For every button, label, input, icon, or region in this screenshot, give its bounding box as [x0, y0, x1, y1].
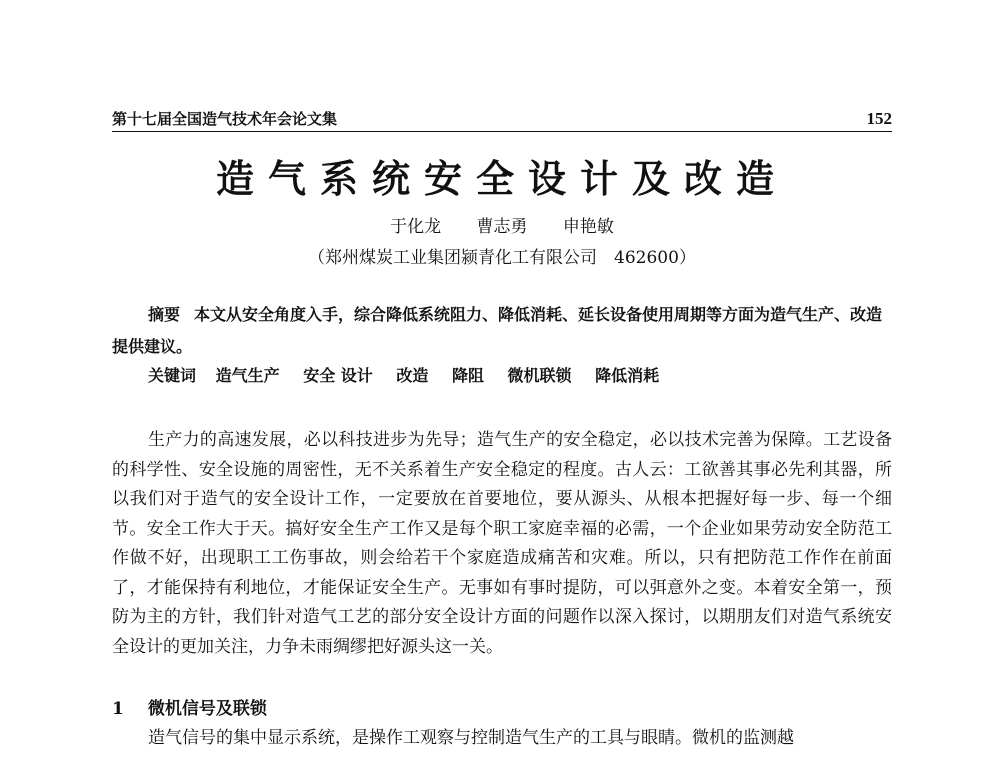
running-header — [112, 108, 892, 129]
keyword: 安全 设计 — [303, 366, 373, 385]
body-paragraph: 生产力的高速发展，必以科技进步为先导；造气生产的安全稳定，必以技术完善为保障。工艺设备的科学性、安全设施的周密性，无不关系着生产安全稳定的程度。古人云：工欲善其事必先利其器，所以我们对于造气的安全设计工作，一定要放在首要地位，要从源头、从根本把握好每一步、每一个细节。安全工作大于天。搞好安全生产工作又是每个职工家庭幸福的必需，一个企业如果劳动安全防范工作做不好，出现职工工伤事故，则会给若干个家庭造成痛苦和灾难。所以，只有把防范工作作在前面了，才能保持有利地位，才能保证安全生产。无事如有事时提防，可以弭意外之变。本着安全第一，预防为主的方针，我们针对造气工艺的部分安全设计方面的问题作以深入探讨，以期朋友们对造气系统安全设计的更加关注，力争未雨绸缪把好源头这一关。 — [112, 430, 892, 657]
keyword: 降低消耗 — [595, 366, 660, 385]
section-heading — [112, 694, 892, 719]
page-number: 152 — [866, 109, 892, 128]
section-number: 1 — [112, 699, 124, 719]
keywords — [148, 363, 892, 386]
proceedings-title: 第十七届全国造气技术年会论文集 — [112, 110, 338, 128]
keyword: 微机联锁 — [507, 366, 572, 385]
author-list — [112, 212, 892, 237]
author: 曹志勇 — [476, 217, 528, 237]
author: 于化龙 — [390, 217, 442, 237]
keyword: 造气生产 — [215, 366, 280, 385]
section-paragraph: 造气信号的集中显示系统，是操作工观察与控制造气生产的工具与眼睛。微机的监测越 — [148, 728, 794, 748]
header-rule — [112, 131, 892, 132]
abstract — [112, 299, 892, 363]
section-title: 微机信号及联锁 — [147, 699, 267, 719]
keyword: 降阻 — [451, 366, 484, 385]
keyword: 改造 — [396, 366, 429, 385]
affiliation: （郑州煤炭工业集团颍青化工有限公司 462600） — [308, 248, 696, 268]
keywords-label: 关键词 — [148, 366, 197, 385]
paper-title: 造气系统安全设计及改造 — [215, 156, 788, 201]
author: 申艳敏 — [562, 217, 614, 237]
abstract-label: 摘要 — [148, 305, 181, 324]
abstract-text: 本文从安全角度入手，综合降低系统阻力、降低消耗、延长设备使用周期等方面为造气生产、改造提供建议。 — [112, 305, 883, 356]
